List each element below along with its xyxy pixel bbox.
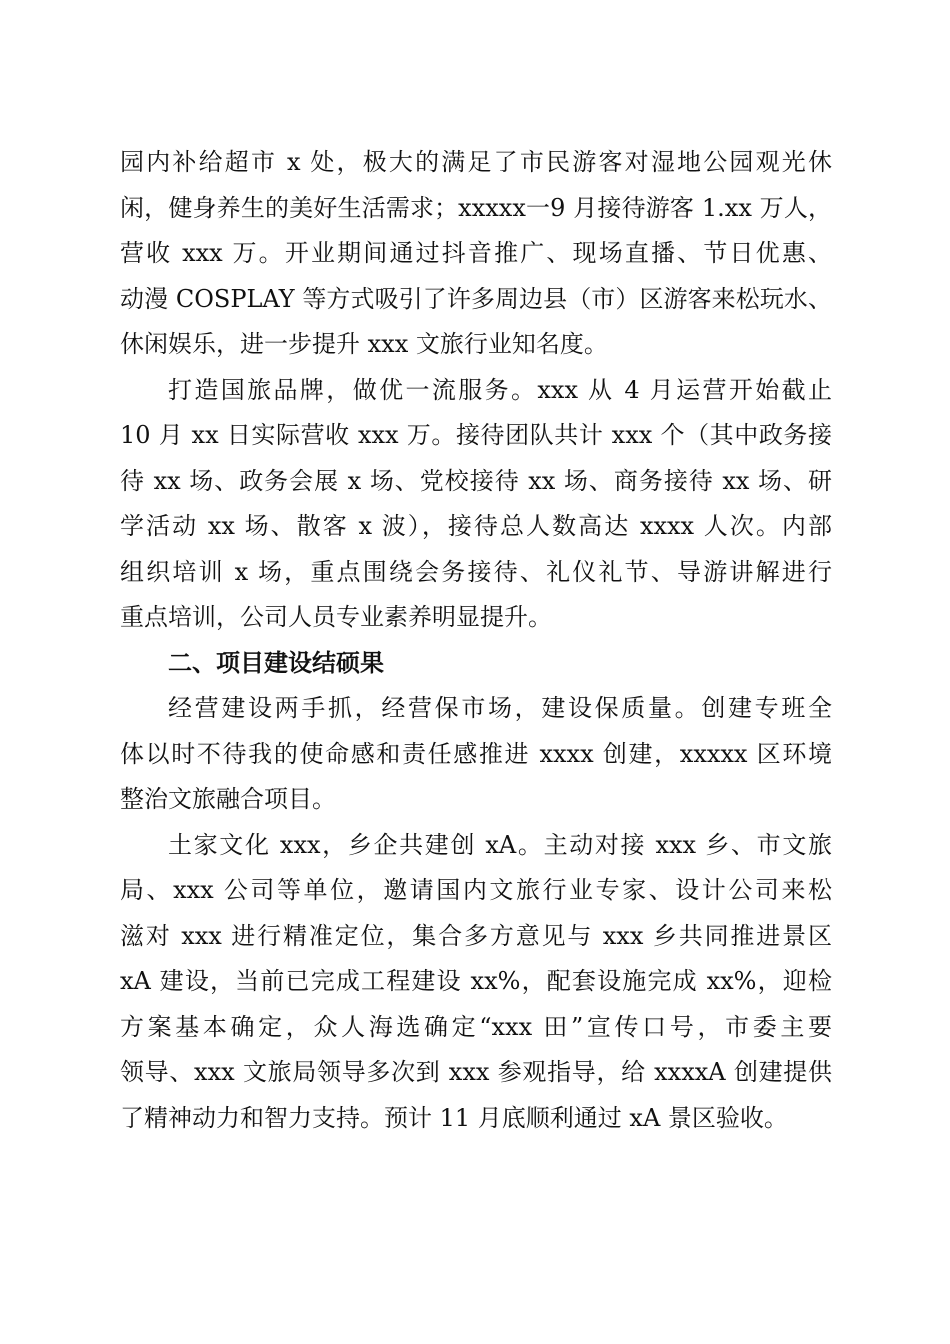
text-line: 滋对 xxx 进行精准定位，集合多方意见与 xxx 乡共同推进景区 [120, 921, 832, 950]
paragraph-4 [120, 823, 832, 1142]
text-line: 10 月 xx 日实际营收 xxx 万。接待团队共计 xxx 个（其中政务接 [120, 421, 832, 449]
text-line: 土家文化 xxx，乡企共建创 xA。主动对接 xxx 乡、市文旅 [168, 830, 832, 859]
heading-text: 二、项目建设结硕果 [168, 648, 384, 677]
text-line: 待 xx 场、政务会展 x 场、党校接待 xx 场、商务接待 xx 场、研 [120, 466, 832, 495]
document-page [120, 140, 832, 1141]
text-line: 闲，健身养生的美好生活需求；xxxxx一9 月接待游客 1.xx 万人， [120, 193, 832, 222]
text-line: 园内补给超市 x 处，极大的满足了市民游客对湿地公园观光休 [120, 148, 832, 176]
text-line: 体以时不待我的使命感和责任感推进 xxxx 创建，xxxxx 区环境 [120, 739, 832, 768]
text-line: 组织培训 x 场，重点围绕会务接待、礼仪礼节、导游讲解进行 [120, 557, 832, 586]
text-line: 局、xxx 公司等单位，邀请国内文旅行业专家、设计公司来松 [120, 876, 832, 904]
paragraph-3 [120, 686, 832, 823]
text-line: 领导、xxx 文旅局领导多次到 xxx 参观指导，给 xxxxA 创建提供 [120, 1058, 832, 1086]
text-line: 动漫 COSPLAY 等方式吸引了许多周边县（市）区游客来松玩水、 [120, 284, 832, 313]
text-line: 营收 xxx 万。开业期间通过抖音推广、现场直播、节日优惠、 [120, 239, 832, 267]
text-line: 学活动 xx 场、散客 x 波），接待总人数高达 xxxx 人次。内部 [120, 512, 832, 540]
section-heading [120, 641, 832, 687]
paragraph-2 [120, 368, 832, 641]
text-line: 经营建设两手抓，经营保市场，建设保质量。创建专班全 [168, 694, 832, 722]
paragraph-1 [120, 140, 832, 368]
text-line: xA 建设，当前已完成工程建设 xx%，配套设施完成 xx%，迎检 [120, 967, 832, 995]
text-line: 打造国旅品牌，做优一流服务。xxx 从 4 月运营开始截止 [168, 375, 832, 404]
text-line: 重点培训，公司人员专业素养明显提升。 [120, 603, 552, 631]
text-line: 了精神动力和智力支持。预计 11 月底顺利通过 xA 景区验收。 [120, 1103, 788, 1132]
text-line: 休闲娱乐，进一步提升 xxx 文旅行业知名度。 [120, 330, 608, 358]
text-line: 方案基本确定，众人海选确定“xxx 田”宣传口号，市委主要 [120, 1012, 832, 1041]
text-line: 整治文旅融合项目。 [120, 785, 336, 813]
